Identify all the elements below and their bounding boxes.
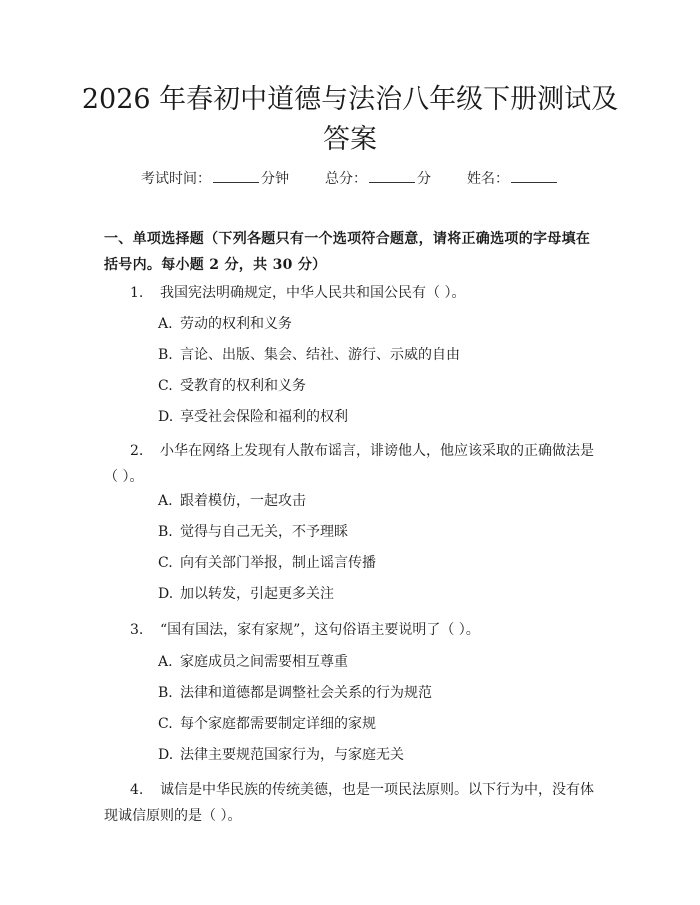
total-score-unit: 分 [417,171,431,187]
section-1-heading: 一、单项选择题（下列各题只有一个选项符合题意，请将正确选项的字母填在括号内。每小题 2 分，共 30 分） [104,231,591,273]
option-letter: A. [158,654,173,670]
question-number: 3. [130,622,144,638]
name-label: 姓名： [467,171,509,187]
option-text: 向有关部门举报，制止谣言传播 [180,555,376,571]
question-3 [104,617,604,643]
question-1 [104,280,604,306]
question-3-option-c [158,714,376,734]
option-text: 家庭成员之间需要相互尊重 [180,654,348,670]
title-line-2: 答案 [323,124,377,155]
question-text: “国有国法，家有家规”，这句俗语主要说明了（ ）。 [160,622,480,638]
exam-info-bar [0,168,700,188]
question-3-option-b [158,683,432,703]
option-text: 法律和道德都是调整社会关系的行为规范 [180,685,432,701]
option-letter: A. [158,316,173,332]
option-letter: C. [158,378,173,394]
option-letter: D. [158,409,174,425]
total-score-field [325,168,431,188]
option-letter: D. [158,747,174,763]
question-2-option-b [158,522,348,542]
question-number: 2. [130,443,144,459]
option-letter: C. [158,716,173,732]
question-1-option-a [158,314,292,334]
exam-time-unit: 分钟 [261,171,289,187]
question-3-option-d [158,745,404,765]
question-1-option-d [158,407,348,427]
option-text: 跟着模仿，一起攻击 [180,493,306,509]
total-score-label: 总分： [325,171,367,187]
name-field [467,168,559,188]
question-text: 我国宪法明确规定，中华人民共和国公民有（ ）。 [160,285,466,301]
exam-time-field [141,168,289,188]
option-text: 言论、出版、集会、结社、游行、示威的自由 [180,347,460,363]
question-number: 1. [130,285,144,301]
option-letter: A. [158,493,173,509]
option-letter: B. [158,524,173,540]
option-letter: D. [158,586,174,602]
option-letter: C. [158,555,173,571]
total-score-blank [369,169,415,183]
option-text: 享受社会保险和福利的权利 [180,409,348,425]
question-text: 诚信是中华民族的传统美德，也是一项民法原则。以下行为中，没有体现诚信原则的是（ ）。 [104,782,594,824]
option-text: 每个家庭都需要制定详细的家规 [180,716,376,732]
option-letter: B. [158,685,173,701]
question-2 [104,438,604,490]
option-letter: B. [158,347,173,363]
question-text: 小华在网络上发现有人散布谣言，诽谤他人，他应该采取的正确做法是（ ）。 [104,443,594,485]
option-text: 觉得与自己无关，不予理睬 [180,524,348,540]
question-1-option-b [158,345,460,365]
question-2-option-c [158,553,376,573]
question-2-option-a [158,491,306,511]
exam-time-label: 考试时间： [141,171,211,187]
option-text: 加以转发，引起更多关注 [180,586,334,602]
name-blank [511,169,557,183]
question-2-option-d [158,584,334,604]
option-text: 受教育的权利和义务 [180,378,306,394]
question-number: 4. [130,782,144,798]
title-line-1: 2026 年春初中道德与法治八年级下册测试及 [81,84,619,115]
question-4 [104,777,604,829]
option-text: 法律主要规范国家行为，与家庭无关 [180,747,404,763]
option-text: 劳动的权利和义务 [180,316,292,332]
question-3-option-a [158,652,348,672]
exam-time-blank [213,169,259,183]
question-1-option-c [158,376,306,396]
document-title [60,80,640,160]
